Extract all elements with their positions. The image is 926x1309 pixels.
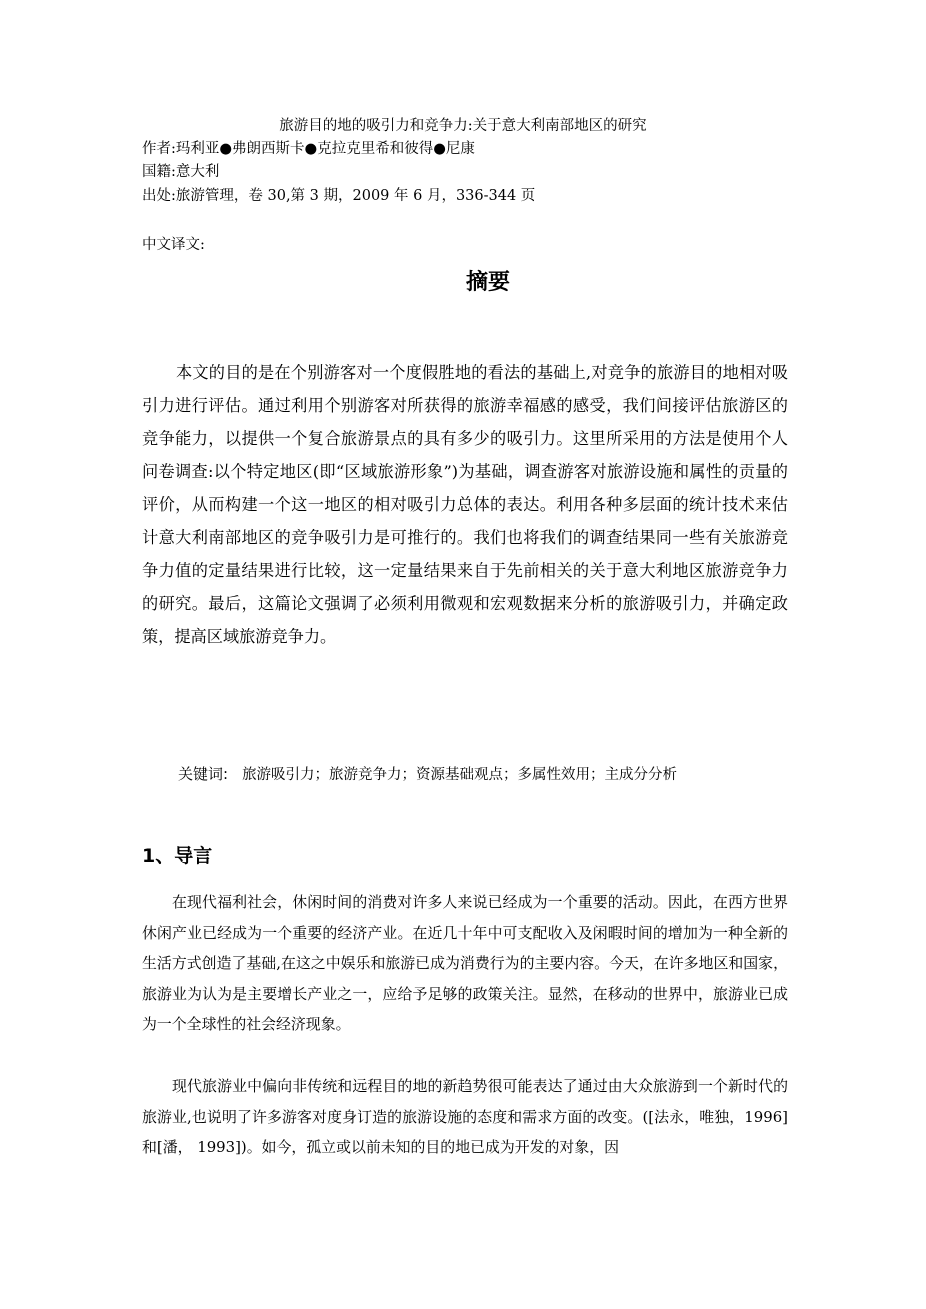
keywords [178,763,677,786]
section-heading-introduction: 1、导言 [142,845,213,867]
body-paragraph: 在现代福利社会，休闲时间的消费对许多人来说已经成为一个重要的活动。因此，在西方世界休闲产业已经成为一个重要的经济产业。在近几十年中可支配收入及闲暇时间的增加为一种全新的生活方式创造了基础,在这之中娱乐和旅游已成为消费行为的主要内容。今天，在许多地区和国家，旅游业为认为是主要增长产业之一，应给予足够的政策关注。显然，在移动的世界中，旅游业已成为一个全球性的社会经济现象。 [142,893,788,1033]
source-line: 出处:旅游管理，卷 30,第 3 期，2009 年 6 月，336-344 页 [142,188,536,204]
nationality-line: 国籍:意大利 [142,164,220,180]
author-line: 作者:玛利亚●弗朗西斯卡●克拉克里希和彼得●尼康 [142,141,475,157]
abstract-heading: 摘要 [465,270,510,295]
abstract-text: 本文的目的是在个别游客对一个度假胜地的看法的基础上,对竞争的旅游目的地相对吸引力进行评估。通过利用个别游客对所获得的旅游幸福感的感受，我们间接评估旅游区的竞争能力，以提供一个复合旅游景点的具有多少的吸引力。这里所采用的方法是使用个人问卷调查:以个特定地区(即“区域旅游形象”)为基础，调查游客对旅游设施和属性的贡量的评价，从而构建一个这一地区的相对吸引力总体的表达。利用各种多层面的统计技术来估计意大利南部地区的竞争吸引力是可推行的。我们也将我们的调查结果同一些有关旅游竞争力值的定量结果进行比较，这一定量结果来自于先前相关的关于意大利地区旅游竞争力的研究。最后，这篇论文强调了必须利用微观和宏观数据来分析的旅游吸引力，并确定政策，提高区域旅游竞争力。 [142,363,788,646]
body-paragraph: 现代旅游业中偏向非传统和远程目的地的新趋势很可能表达了通过由大众旅游到一个新时代的旅游业,也说明了许多游客对度身订造的旅游设施的态度和需求方面的改变。([法永，唯独，1996]和[潘， 1993])。如今，孤立或以前未知的目的地已成为开发的对象，因 [142,1077,788,1156]
keywords-label: 关键词: [178,765,229,783]
translation-label: 中文译文: [142,237,205,253]
keywords-text: 旅游吸引力；旅游竞争力；资源基础观点；多属性效用；主成分分析 [242,767,678,783]
paper-title: 旅游目的地的吸引力和竞争力:关于意大利南部地区的研究 [279,118,647,134]
